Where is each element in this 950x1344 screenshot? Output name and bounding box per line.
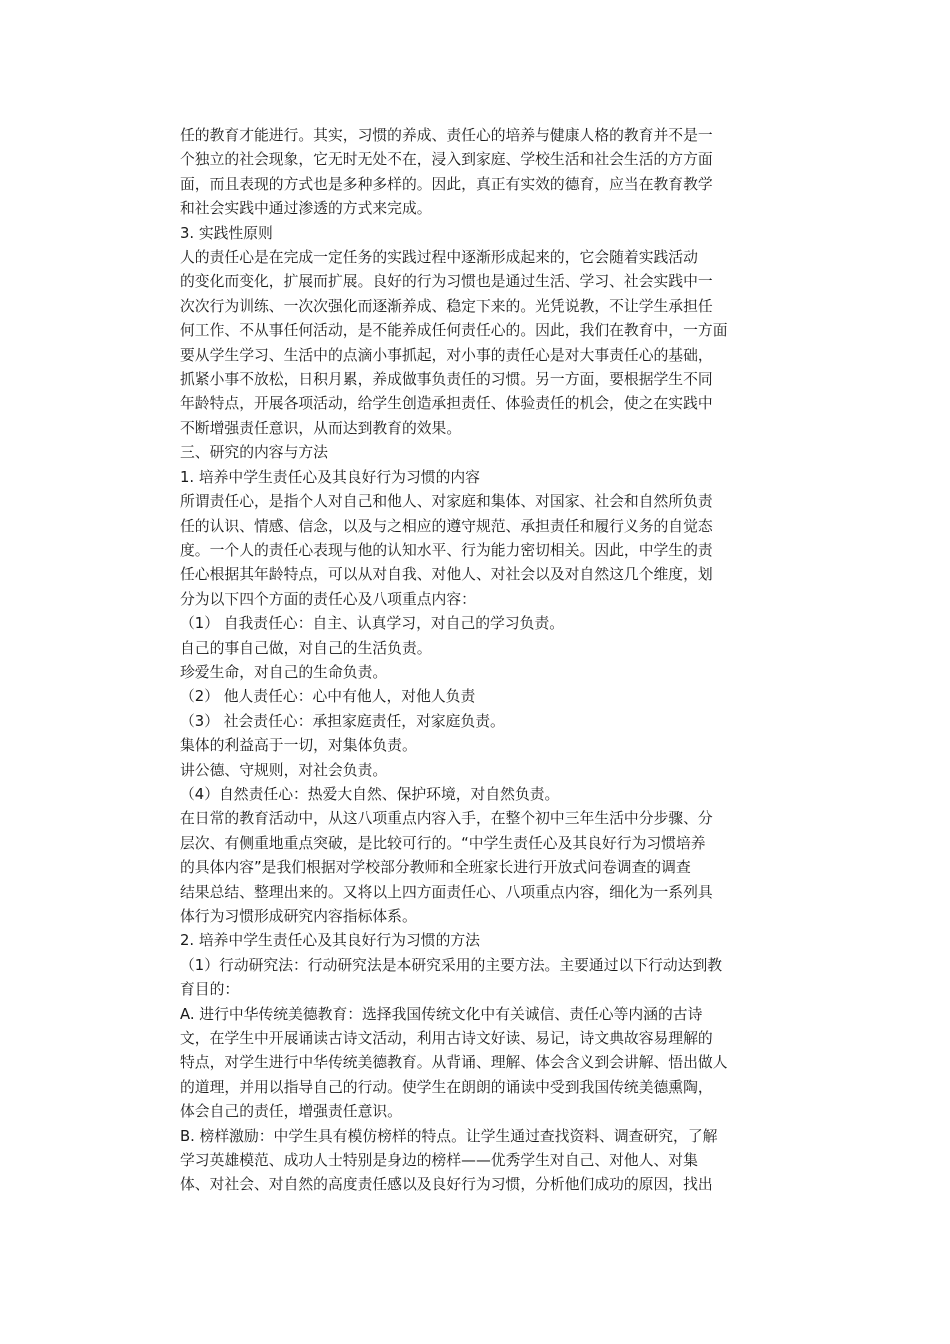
section-line: （3） 社会责任心：承担家庭责任，对家庭负责。	[180, 712, 505, 730]
paragraph-line: 结果总结、整理出来的。又将以上四方面责任心、八项重点内容，细化为一系列具	[180, 883, 713, 901]
paragraph-line: 的变化而变化，扩展而扩展。良好的行为习惯也是通过生活、学习、社会实践中一	[180, 273, 713, 291]
paragraph-line: 不断增强责任意识，从而达到教育的效果。	[180, 419, 462, 437]
section-line: （2） 他人责任心：心中有他人，对他人负责	[180, 688, 476, 706]
paragraph	[180, 1003, 772, 1125]
section-line: 集体的利益高于一切，对集体负责。	[180, 737, 417, 755]
section-line: 自己的事自己做，对自己的生活负责。	[180, 639, 432, 657]
paragraph-line: A. 进行中华传统美德教育：选择我国传统文化中有关诚信、责任心等内涵的古诗	[180, 1005, 703, 1023]
paragraph-line: 任的教育才能进行。其实，习惯的养成、责任心的培养与健康人格的教育并不是一	[180, 127, 713, 144]
section-line: （4）自然责任心：热爱大自然、保护环境，对自然负责。	[180, 785, 560, 803]
paragraph	[180, 124, 772, 222]
paragraph-line: 任的认识、情感、信念，以及与之相应的遵守规范、承担责任和履行义务的自觉态	[180, 517, 713, 535]
paragraph-line: 层次、有侧重地重点突破，是比较可行的。“中学生责任心及其良好行为习惯培养	[180, 834, 706, 852]
paragraph-line: B. 榜样激励：中学生具有模仿榜样的特点。让学生通过查找资料、调查研究，了解	[180, 1127, 718, 1145]
paragraph-line: 人的责任心是在完成一定任务的实践过程中逐渐形成起来的，它会随着实践活动	[180, 249, 698, 267]
paragraph	[180, 246, 772, 441]
paragraph-line: 所谓责任心，是指个人对自己和他人、对家庭和集体、对国家、社会和自然所负责	[180, 493, 713, 511]
paragraph-line: 的具体内容”是我们根据对学校部分教师和全班家长进行开放式问卷调查的调查	[180, 859, 691, 877]
paragraph-line: 面，而且表现的方式也是多种多样的。因此，真正有实效的德育，应当在教育教学	[180, 175, 713, 193]
paragraph-line: 分为以下四个方面的责任心及八项重点内容：	[180, 590, 476, 608]
paragraph-line: 抓紧小事不放松，日积月累，养成做事负责任的习惯。另一方面，要根据学生不同	[180, 371, 713, 389]
paragraph-line: 年龄特点，开展各项活动，给学生创造承担责任、体验责任的机会，使之在实践中	[180, 395, 713, 413]
paragraph-line: 文，在学生中开展诵读古诗文活动，利用古诗文好读、易记，诗文典故容易理解的	[180, 1030, 713, 1048]
paragraph	[180, 490, 772, 612]
paragraph-line: 育目的：	[180, 981, 240, 999]
section-line: 1. 培养中学生责任心及其良好行为习惯的内容	[180, 468, 480, 486]
paragraph-line: 要从学生学习、生活中的点滴小事抓起，对小事的责任心是对大事责任心的基础，	[180, 346, 713, 364]
paragraph-line: 次次行为训练、一次次强化而逐渐养成、稳定下来的。光凭说教，不让学生承担任	[180, 297, 713, 315]
section-line: 2. 培养中学生责任心及其良好行为习惯的方法	[180, 932, 480, 950]
section-line: 讲公德、守规则，对社会负责。	[180, 761, 388, 779]
paragraph-line: 的道理，并用以指导自己的行动。使学生在朗朗的诵读中受到我国传统美德熏陶，	[180, 1078, 713, 1096]
paragraph-line: 任心根据其年龄特点，可以从对自我、对他人、对社会以及对自然这几个维度，划	[180, 566, 713, 584]
paragraph	[180, 1125, 772, 1198]
paragraph	[180, 954, 772, 1003]
paragraph-line: 个独立的社会现象，它无时无处不在，浸入到家庭、学校生活和社会生活的方方面	[180, 151, 713, 169]
paragraph-line: 体、对社会、对自然的高度责任感以及良好行为习惯，分析他们成功的原因，找出	[180, 1176, 713, 1194]
paragraph-line: 在日常的教育活动中，从这八项重点内容入手，在整个初中三年生活中分步骤、分	[180, 810, 713, 828]
section-line: 3. 实践性原则	[180, 224, 273, 242]
paragraph-line: 何工作、不从事任何活动，是不能养成任何责任心的。因此，我们在教育中，一方面	[180, 322, 728, 340]
section-line: （1） 自我责任心：自主、认真学习，对自己的学习负责。	[180, 615, 565, 633]
paragraph	[180, 807, 772, 929]
paragraph-line: 体会自己的责任，增强责任意识。	[180, 1103, 402, 1121]
section-line: 珍爱生命，对自己的生命负责。	[180, 663, 388, 681]
paragraph-line: 体行为习惯形成研究内容指标体系。	[180, 908, 417, 925]
paragraph-line: 学习英雄模范、成功人士特别是身边的榜样——优秀学生对自己、对他人、对集	[180, 1152, 698, 1170]
paragraph-line: 度。一个人的责任心表现与他的认知水平、行为能力密切相关。因此，中学生的责	[180, 541, 713, 559]
document-page	[180, 124, 772, 1198]
paragraph-line: 特点，对学生进行中华传统美德教育。从背诵、理解、体会含义到会讲解、悟出做人	[180, 1054, 728, 1072]
section-line: 三、研究的内容与方法	[180, 444, 328, 462]
paragraph-line: （1）行动研究法：行动研究法是本研究采用的主要方法。主要通过以下行动达到教	[180, 956, 723, 974]
paragraph-line: 和社会实践中通过渗透的方式来完成。	[180, 200, 432, 218]
